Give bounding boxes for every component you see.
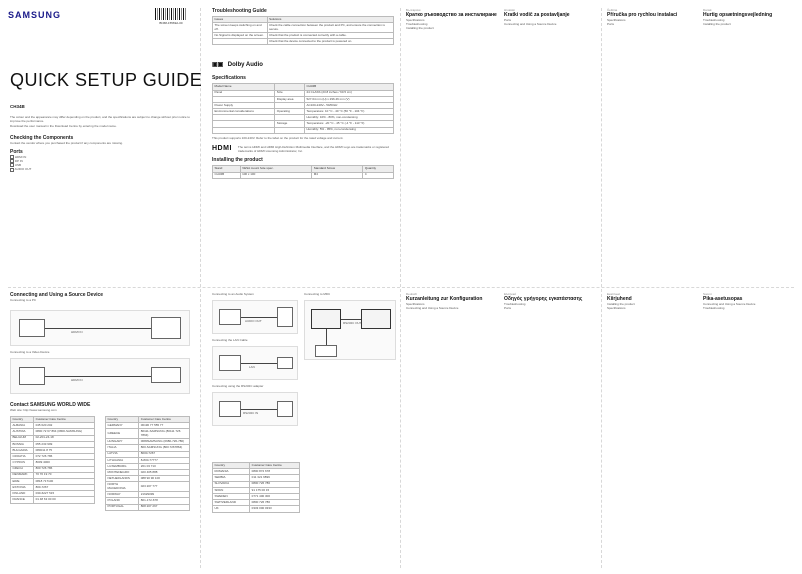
- hdmi-cable: [45, 376, 151, 377]
- table-row: Humidity: 5% - 95%, non-condensing: [213, 127, 394, 133]
- phone-cell: 8009 4000: [34, 460, 95, 466]
- section-heading: Installing the product: [406, 26, 434, 31]
- language-tag: Ελληνικά: [504, 292, 517, 296]
- intro-section: [10, 115, 195, 172]
- phone-cell: 800 726 786: [34, 466, 95, 472]
- model-code: CH34B: [10, 104, 25, 109]
- country-cell: EIRE: [11, 478, 34, 484]
- contact-table: [212, 462, 300, 513]
- table-header: Country: [11, 417, 34, 423]
- monitor-device: [361, 309, 391, 329]
- section-heading: Specifications: [607, 18, 626, 22]
- fold-line: [200, 8, 201, 568]
- phone-cell: 808 207 267: [139, 504, 190, 510]
- section-heading: Specifications: [406, 302, 425, 306]
- country-cell: BULGARIA: [11, 447, 34, 453]
- phone-cell: 0800 72 67 864 (0800-SAMSUNG): [34, 429, 95, 435]
- table-header: Customer Care Centre: [139, 417, 190, 423]
- dolby-logo: [212, 53, 394, 71]
- section-heading: Connecting and Using a Source Device: [504, 22, 557, 27]
- country-cell: POLAND: [106, 498, 139, 504]
- table-row: No Signal is displayed on the screen. Check that the product is connected correctly with a cable.: [213, 32, 394, 38]
- pc-diagram: [10, 310, 190, 346]
- table-header: Quantity: [363, 166, 394, 172]
- hdmi-logo: HDMI: [212, 145, 232, 153]
- cable-label: LAN: [249, 365, 255, 369]
- phone-cell: 088 90 90 100: [139, 476, 190, 482]
- pc-device: [151, 317, 181, 339]
- language-title: Οδηγός γρήγορης εγκατάστασης: [504, 296, 583, 302]
- section-heading: Ports: [504, 18, 512, 22]
- specs-table: [212, 83, 394, 134]
- country-cell: ITALIA: [106, 445, 139, 451]
- section-heading: Specifications: [607, 306, 626, 311]
- phone-cell: 045 620 202: [34, 423, 95, 429]
- lan-title: Connecting the LAN Cable: [212, 338, 248, 342]
- specs-title: Specifications: [212, 75, 246, 82]
- section-heading: Troubleshooting: [504, 302, 526, 306]
- table-row: The screen keeps switching on and off. Check the cable connection between the product and PC, and ensure the connection is secure.: [213, 23, 394, 33]
- table-row: [106, 504, 190, 510]
- phone-cell: 06196 77 555 77: [139, 423, 190, 429]
- barcode-bars: [155, 8, 187, 20]
- section-heading: Ports: [504, 306, 512, 311]
- guide-title: QUICK SETUP GUIDE: [10, 70, 203, 90]
- barcode: [155, 8, 187, 26]
- monitor-port-panel: [19, 367, 45, 385]
- monitor-port-panel: [19, 319, 45, 337]
- country-cell: FRANCE: [11, 497, 34, 503]
- source-title: Connecting and Using a Source Device: [10, 292, 104, 298]
- table-header: Solutions: [267, 17, 393, 23]
- country-cell: BELGIUM: [11, 435, 34, 441]
- router-device: [277, 357, 293, 369]
- table-row: Storage Temperature: -20 °C - 45 °C (-4 °F - 113 °F): [213, 121, 394, 127]
- country-cell: PORTUGAL: [106, 504, 139, 510]
- country-cell: AUSTRIA: [11, 429, 34, 435]
- connections-left: [10, 292, 195, 302]
- language-tag: Hrvatski: [504, 8, 515, 12]
- hdmi-section: [212, 145, 394, 153]
- phone-cell: 080011 8 75: [34, 447, 95, 453]
- install-title: Installing the product: [212, 157, 263, 164]
- monitor-port-panel: [219, 355, 241, 371]
- country-cell: LITHUANIA: [106, 457, 139, 463]
- country-cell: LUXEMBURG: [106, 463, 139, 469]
- contact-web: Web site: http://www.samsung.com: [10, 408, 57, 412]
- table-row: [106, 482, 190, 492]
- phone-cell: 0800 872 678: [250, 469, 300, 475]
- phone-cell: 0818 717100: [34, 478, 95, 484]
- monitor-port-panel: [219, 309, 241, 325]
- country-cell: UK: [213, 506, 250, 512]
- table-row: [213, 506, 300, 512]
- phone-cell: 0800 726 786: [250, 500, 300, 506]
- phone-cell: 8-800-77777: [139, 457, 190, 463]
- table-header: Customer Care Centre: [250, 463, 300, 469]
- mdc-cable: [341, 319, 361, 320]
- country-cell: FINLAND: [11, 491, 34, 497]
- language-title: Kratki vodič za postavljanje: [504, 12, 570, 18]
- country-cell: GREECE: [106, 429, 139, 439]
- phone-cell: 01 48 63 00 00: [34, 497, 95, 503]
- table-header: Country: [213, 463, 250, 469]
- table-row: [11, 497, 95, 503]
- language-title: Кратко ръководство за инсталиране: [406, 12, 497, 18]
- pc-device: [315, 345, 337, 357]
- ports-title: Ports: [10, 148, 23, 155]
- country-cell: LATVIA: [106, 451, 139, 457]
- language-tag: Български: [406, 8, 421, 12]
- cable-label: HDMI IN: [71, 378, 83, 382]
- port-item: USB: [10, 163, 195, 167]
- phone-cell: 030-6227 515: [34, 491, 95, 497]
- language-section: [703, 8, 795, 26]
- language-section: [703, 292, 795, 310]
- section-heading: Ports: [607, 22, 615, 27]
- section-heading: Specifications: [406, 18, 425, 22]
- language-tag: Čeština: [607, 8, 618, 12]
- table-header: Customer Care Centre: [34, 417, 95, 423]
- language-title: Pika-asetusopas: [703, 296, 743, 302]
- country-cell: DENMARK: [11, 472, 34, 478]
- country-cell: NORTH MACEDONIA: [106, 482, 139, 492]
- pc-title: Connecting to a PC: [10, 298, 37, 302]
- country-cell: SPAIN: [213, 487, 250, 493]
- country-cell: GERMANY: [106, 423, 139, 429]
- language-title: Hurtig opsætningsvejledning: [703, 12, 773, 18]
- fold-line: [8, 287, 794, 288]
- video-device: [151, 367, 181, 383]
- hdmi-cable: [45, 328, 151, 329]
- audio-cable: [241, 317, 277, 318]
- phone-cell: 8000-7267: [139, 451, 190, 457]
- port-item: DP IN: [10, 159, 195, 163]
- checking-text: Contact the vendor where you purchased the product if any components are missing.: [10, 140, 123, 145]
- country-cell: SWITZERLAND: [213, 500, 250, 506]
- language-tag: Suomi: [703, 292, 712, 296]
- barcode-code: BN68-15569A-00: [159, 21, 183, 25]
- country-cell: CZECH: [11, 466, 34, 472]
- country-cell: MONTENEGRO: [106, 470, 139, 476]
- audio-diagram: [212, 300, 298, 334]
- lan-diagram: [212, 346, 298, 380]
- troubleshooting-table: [212, 16, 394, 45]
- language-title: Příručka pro rychlou instalaci: [607, 12, 678, 18]
- troubleshooting-title: Troubleshooting Guide: [212, 8, 267, 14]
- section-heading: Connecting and Using a Source Device: [703, 302, 756, 306]
- country-cell: NORWAY: [106, 492, 139, 498]
- lan-cable: [241, 363, 277, 364]
- table-header: VESA mount hole spec.: [240, 166, 312, 172]
- intro-note: Download the user manual in the Download Centre by entering the model name.: [10, 124, 117, 129]
- phone-cell: 0771 400 300: [250, 493, 300, 499]
- country-cell: ALBANIA: [11, 423, 34, 429]
- cable-label: RS232C OUT: [343, 321, 362, 325]
- dolby-icon: ▣▣: [212, 62, 224, 69]
- country-cell: SERBIA: [213, 475, 250, 481]
- port-item: HDMI IN: [10, 155, 195, 159]
- fold-line: [601, 8, 602, 568]
- port-item: AUDIO OUT: [10, 167, 195, 171]
- country-cell: BOSNIA: [11, 441, 34, 447]
- lan-section: [212, 338, 298, 342]
- language-section: [607, 8, 699, 26]
- troubleshooting-section: [212, 8, 394, 179]
- country-cell: HUNGARY: [106, 439, 139, 445]
- language-tag: Deutsch: [406, 292, 418, 296]
- phone-cell: 800-7267: [34, 485, 95, 491]
- video-title: Connecting to a Video Device: [10, 350, 50, 354]
- fold-line: [400, 8, 401, 568]
- phone-cell: 0800 726 786: [250, 481, 300, 487]
- contact-title: Contact SAMSUNG WORLD WIDE: [10, 402, 91, 408]
- language-title: Kiirjuhend: [607, 296, 632, 302]
- phone-cell: 0680SAMSUNG (0680-726-786): [139, 439, 190, 445]
- section-heading: Connecting and Using a Source Device: [406, 306, 459, 311]
- table-row: Humidity: 10% - 80%, non-condensing: [213, 115, 394, 121]
- intro-note: The colour and the appearance may differ depending on the product, and the specifications are subject to change without prior notice to improve the performance.: [10, 115, 190, 124]
- speaker-device: [277, 307, 293, 327]
- section-heading: Troubleshooting: [406, 22, 428, 27]
- mdc-section: [304, 292, 396, 296]
- rs232-cable: [241, 409, 277, 410]
- language-section: [504, 8, 596, 26]
- checking-title: Checking the Components: [10, 134, 74, 141]
- video-diagram: [10, 358, 190, 394]
- audio-title: Connecting to an Audio System: [212, 292, 254, 296]
- language-title: Kurzanleitung zur Konfiguration: [406, 296, 483, 302]
- phone-cell: 0333 000 0333: [250, 506, 300, 512]
- language-section: [504, 292, 596, 310]
- language-section: [406, 292, 498, 310]
- contact-table: [105, 416, 190, 511]
- table-header: Model Name: [213, 84, 275, 90]
- phone-cell: 023 207 777: [139, 482, 190, 492]
- rs232-title: Connecting using the RS232C adapter: [212, 384, 264, 388]
- phone-cell: 011 321 6899: [250, 475, 300, 481]
- mdc-title: Connecting to MDC: [304, 292, 331, 296]
- video-section: [10, 350, 195, 354]
- mdc-cable: [326, 329, 327, 345]
- monitor-port-panel: [219, 401, 241, 417]
- rs232-diagram: [212, 392, 298, 426]
- country-cell: SWEDEN: [213, 493, 250, 499]
- contact-section: [10, 402, 195, 412]
- port-icon: [10, 168, 14, 172]
- brand-logo: SAMSUNG: [8, 10, 62, 20]
- monitor-device: [311, 309, 341, 329]
- rs232-section: [212, 384, 298, 388]
- phone-cell: 70 70 19 70: [34, 472, 95, 478]
- section-heading: Installing the product: [703, 22, 731, 27]
- language-tag: Dansk: [703, 8, 712, 12]
- dolby-label: Dolby Audio: [227, 62, 263, 69]
- phone-cell: 02-201-24-18: [34, 435, 95, 441]
- phone-cell: 800-SAMSUNG (800.7267864): [139, 445, 190, 451]
- language-section: [607, 292, 699, 310]
- mdc-diagram: [304, 300, 396, 360]
- cable-label: AUDIO OUT: [245, 319, 262, 323]
- country-cell: ESTONIA: [11, 485, 34, 491]
- phone-cell: 020 405 888: [139, 470, 190, 476]
- country-cell: ROMANIA: [213, 469, 250, 475]
- country-cell: CROATIA: [11, 454, 34, 460]
- table-row: Display area 527.04 mm (H) x 296.46 mm (V): [213, 96, 394, 102]
- table-row: Panel Size 24 CLASS (23.8 inches / 60.5 cm): [213, 90, 394, 96]
- table-header: Stand: [213, 166, 241, 172]
- cable-label: HDMI IN: [71, 330, 83, 334]
- install-table: [212, 165, 394, 178]
- phone-cell: 91 175 00 15: [250, 487, 300, 493]
- country-cell: CYPRUS: [11, 460, 34, 466]
- table-row: [106, 429, 190, 439]
- section-heading: Installing the product: [607, 302, 635, 306]
- table-row: Check that the device connected to the product is powered on.: [213, 39, 394, 45]
- phone-cell: 21629099: [139, 492, 190, 498]
- table-row: Power Supply AC100-240V~ 50/60Hz: [213, 102, 394, 108]
- phone-cell: 072 726 786: [34, 454, 95, 460]
- table-header: Standard Screw: [312, 166, 363, 172]
- country-cell: SLOVAKIA: [213, 481, 250, 487]
- language-section: [406, 8, 498, 31]
- contact-table: [10, 416, 95, 504]
- table-row: Environmental considerations Operating Temperature: 10 °C - 40 °C (50 °F - 104 °F): [213, 109, 394, 115]
- cable-label: RS232C IN: [243, 411, 259, 415]
- country-cell: NETHERLANDS: [106, 476, 139, 482]
- table-header: Country: [106, 417, 139, 423]
- table-row: CH34B 100 x 100 M4 4: [213, 172, 394, 178]
- table-header: CH34B: [305, 84, 394, 90]
- adapter-device: [277, 401, 293, 417]
- phone-cell: 801-172-678: [139, 498, 190, 504]
- section-heading: Troubleshooting: [703, 306, 725, 311]
- phone-cell: 80111-SAMSUNG (80111 726 7864): [139, 429, 190, 439]
- hdmi-text: The terms HDMI and HDMI High-Definition Multimedia Interface, and the HDMI Logo are trademarks or registered trademarks of HDMI Licensing Administrator, Inc.: [237, 145, 389, 154]
- phone-cell: 261 03 710: [139, 463, 190, 469]
- language-tag: Eesti keel: [607, 292, 621, 296]
- table-header: Issues: [213, 17, 268, 23]
- section-heading: Troubleshooting: [703, 18, 725, 22]
- specs-note: This product supports 100-240V. Refer to the label on the product for the rated voltage and current.: [212, 135, 344, 140]
- phone-cell: 055 233 999: [34, 441, 95, 447]
